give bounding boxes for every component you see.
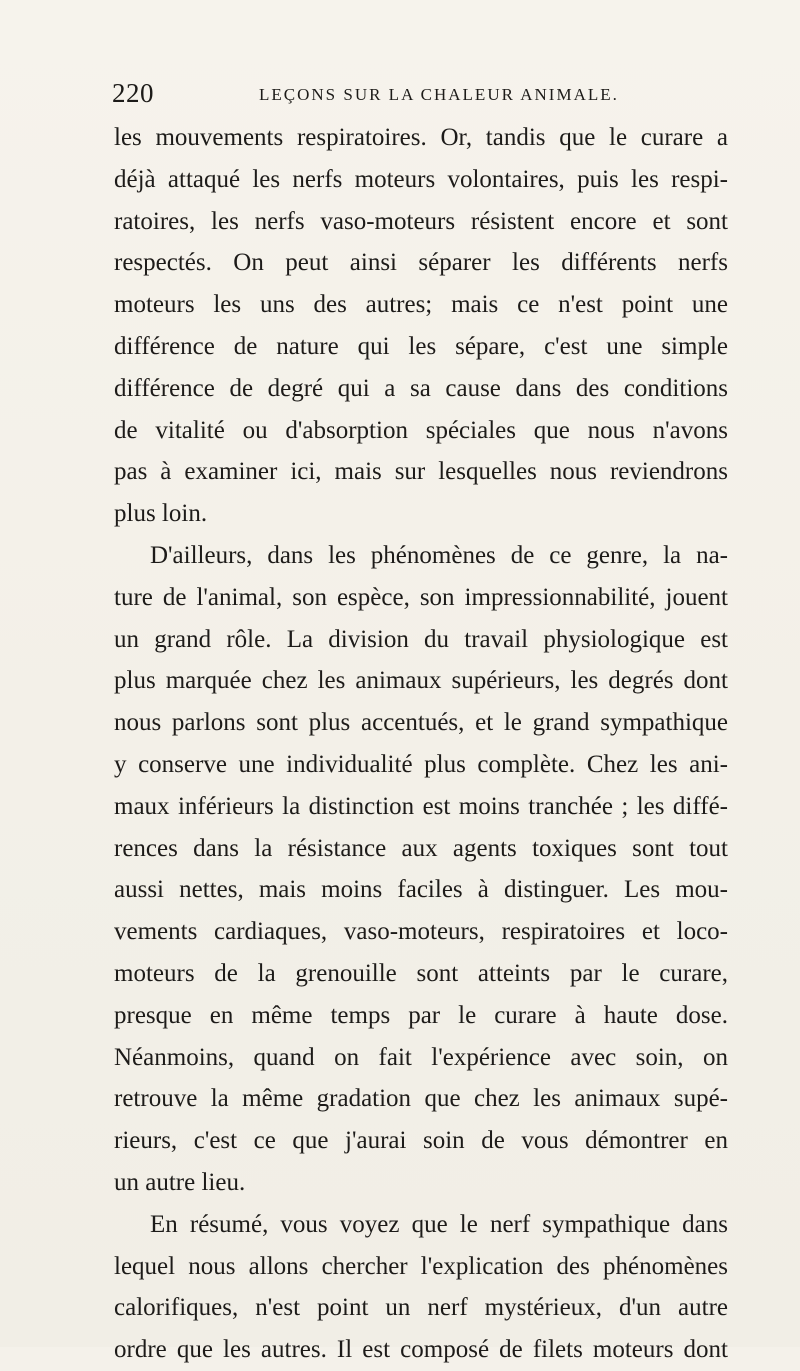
text-line: un autre lieu. bbox=[114, 1168, 246, 1196]
text-line: lequel nous allons chercher l'explication des phénomènes bbox=[114, 1252, 728, 1280]
text-line: déjà attaqué les nerfs moteurs volontaires, puis les respi- bbox=[114, 165, 728, 193]
text-line: rences dans la résistance aux agents toxiques sont tout bbox=[114, 834, 728, 862]
running-head bbox=[112, 78, 712, 112]
text-line: différence de degré qui a sa cause dans des conditions bbox=[114, 374, 728, 402]
text-line: rieurs, c'est ce que j'aurai soin de vous démontrer en bbox=[114, 1127, 728, 1155]
text-line: ture de l'animal, son espèce, son impressionnabilité, jouent bbox=[114, 583, 728, 611]
text-line: Néanmoins, quand on fait l'expérience avec soin, on bbox=[114, 1043, 728, 1071]
text-line: maux inférieurs la distinction est moins tranchée ; les diffé- bbox=[114, 792, 728, 820]
text-line: retrouve la même gradation que chez les animaux supé- bbox=[114, 1085, 728, 1113]
text-line: les mouvements respiratoires. Or, tandis que le curare a bbox=[114, 124, 728, 151]
text-line: un grand rôle. La division du travail physiologique est bbox=[114, 625, 728, 653]
text-line: nous parlons sont plus accentués, et le grand sympathique bbox=[114, 709, 728, 737]
text-line: ordre que les autres. Il est composé de filets moteurs dont bbox=[114, 1336, 728, 1364]
text-line: y conserve une individualité plus complète. Chez les ani- bbox=[114, 750, 728, 778]
text-line: de vitalité ou d'absorption spéciales que nous n'avons bbox=[114, 416, 728, 444]
body-text bbox=[114, 117, 728, 1371]
text-line: aussi nettes, mais moins faciles à distinguer. Les mou- bbox=[114, 876, 728, 904]
text-line: plus marquée chez les animaux supérieurs, les degrés dont bbox=[114, 667, 728, 695]
text-line: moteurs de la grenouille sont atteints par le curare, bbox=[114, 959, 728, 987]
text-line: calorifiques, n'est point un nerf mystérieux, d'un autre bbox=[114, 1294, 728, 1322]
running-title: LEÇONS SUR LA CHALEUR ANIMALE. bbox=[259, 85, 619, 104]
text-line: ratoires, les nerfs vaso-moteurs résistent encore et sont bbox=[114, 207, 728, 235]
text-line: pas à examiner ici, mais sur lesquelles nous reviendrons bbox=[114, 458, 728, 486]
text-line: différence de nature qui les sépare, c'est une simple bbox=[114, 332, 728, 360]
text-line: respectés. On peut ainsi séparer les différents nerfs bbox=[114, 249, 728, 277]
text-line: En résumé, vous voyez que le nerf sympathique dans bbox=[150, 1210, 728, 1238]
text-line: vements cardiaques, vaso-moteurs, respiratoires et loco- bbox=[114, 918, 728, 946]
text-line: D'ailleurs, dans les phénomènes de ce genre, la na- bbox=[150, 541, 728, 569]
text-line: moteurs les uns des autres; mais ce n'est point une bbox=[114, 291, 728, 319]
page-number: 220 bbox=[112, 78, 154, 108]
text-line: plus loin. bbox=[114, 500, 208, 528]
text-line: presque en même temps par le curare à haute dose. bbox=[114, 1001, 728, 1029]
